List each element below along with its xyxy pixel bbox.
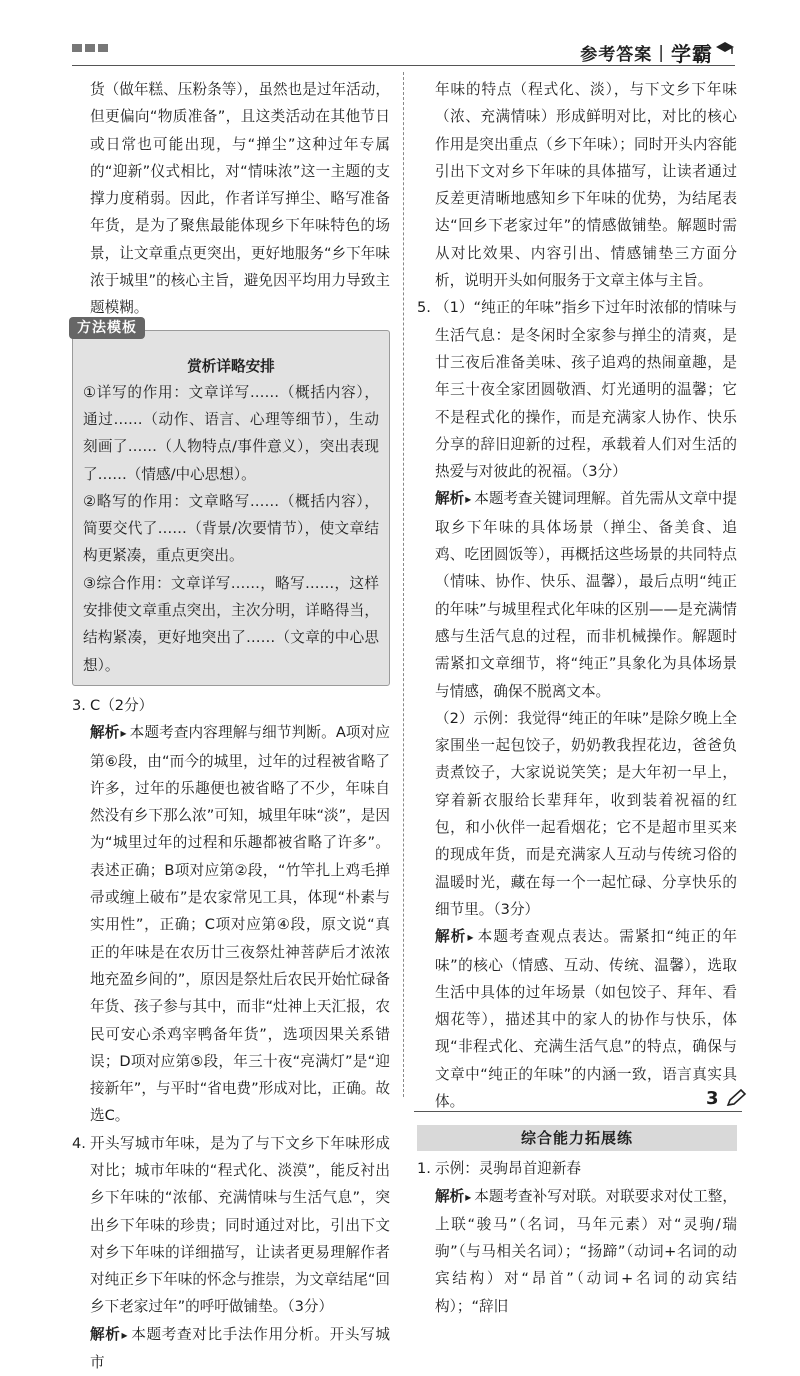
answer-part-2: （2）示例：我觉得“纯正的年味”是除夕晚上全家围坐一起包饺子，奶奶教我捏花边，爸爸负责煮饺子，大家说说笑笑；是大年初一早上，穿着新衣服给长辈拜年，收到装着祝福的红包，和小伙伴一起看烟花；它不是超市里买来的现成年货，而是充满家人互动与传统习俗的温暖时光，藏在每一个一起忙碌、分享快乐的细节里。（3分） [435,709,737,918]
question-number: 3. [72,696,86,714]
footer-rule [414,1111,742,1112]
analysis [90,1321,390,1376]
method-point-2: ②略写的作用：文章略写……（概括内容），简要交代了……（背景/次要情节），使文章结构更紧凑，重点更突出。 [83,492,379,565]
header-title [580,38,735,67]
analysis-label: 解析 ▸ [435,928,477,945]
method-title: 赏析详略安排 [187,357,275,375]
answer-5 [417,294,737,1115]
right-column [417,76,737,1320]
analysis-text: 本题考查关键词理解。首先需从文章中提取乡下年味的具体场景（掸尘、备美食、追鸡、吃团圆饭等），再概括这些场景的共同特点（情味、协作、快乐、温馨），最后点明“纯正的年味”与城里程式化年味的区别——是充满情感与生活气息的过程，而非机械操作。解题时需紧扣文章细节，将“纯正”具象化为具体场景与情感，确保不脱离文本。 [435,490,737,700]
analysis-1 [435,485,737,704]
method-point-1: ①详写的作用：文章详写……（概括内容），通过……（动作、语言、心理等细节），生动刻画了……（人物特点/事件意义），突出表现了……（情感/中心思想）。 [83,383,379,483]
analysis-label: 解析 ▸ [435,1188,474,1205]
page-number: 3 [706,1088,719,1109]
answer-text: 示例：灵驹昂首迎新春 [435,1160,581,1178]
pencil-icon [724,1088,748,1108]
method-tag: 方法模板 [69,317,145,339]
header-section: 参考答案 [580,45,653,65]
answer-4 [72,1130,390,1376]
analysis-label: 解析 ▸ [90,1326,131,1343]
left-column [72,76,390,1376]
extension-answer-1 [417,1155,737,1320]
answer-3 [72,692,390,1130]
analysis-text: 本题考查观点表达。需紧扣“纯正的年味”的核心（情感、互动、传统、温馨），选取生活中具体的过年场景（如包饺子、拜年、看烟花等），描述其中的家人的协作与快乐，体现“非程式化、充满生活气息”的特点，确保与文章中“纯正的年味”的内涵一致，语言真实具体。 [435,928,737,1110]
analysis-2 [435,923,737,1115]
header-squares [72,44,108,52]
analysis [90,719,390,1129]
answer-text: C（2分） [90,696,154,714]
header-rule [72,65,735,66]
header-separator: | [658,42,665,63]
paragraph-continued: 货（做年糕、压粉条等），虽然也是过年活动，但更偏向“物质准备”，且这类活动在其他节日或日常也可能出现，与“掸尘”这种过年专属的“迎新”仪式相比，对“情味浓”这一主题的支撑力度稍弱。因此，作者详写掸尘、略写准备年货，是为了聚焦最能体现乡下年味特色的场景，让文章重点更突出，更好地服务“乡下年味浓于城里”的核心主旨，避免因平均用力导致主题模糊。 [90,81,390,317]
question-number: 5. [417,299,431,317]
analysis-text: 本题考查内容理解与细节判断。A项对应第⑥段，由“而今的城里，过年的过程被省略了许多，过年的乐趣便也被省略了不少，年味自然没有乡下那么浓”可知，城里年味“淡”，是因为“城里过年的过程和乐趣都被省略了许多”。表述正确；B项对应第②段，“竹竿扎上鸡毛掸帚或缠上破布”是农家常见工具，体现“朴素与实用性”，正确；C项对应第④段，原文说“真正的年味是在农历廿三夜祭灶神菩萨后才浓浓地充盈乡间的”，原因是祭灶后农民开始忙碌备年货、孩子参与其中，而非“灶神上天汇报，农民可安心杀鸡宰鸭备年货”，选项因果关系错误；D项对应第⑤段，年三十夜“亮满灯”是“迎接新年”，与平时“省电费”形成对比，正确。故选C。 [90,724,390,1125]
page-header [0,0,800,72]
header-brand: 学霸 [671,42,713,66]
question-number: 1. [417,1160,431,1178]
paragraph-continued: 年味的特点（程式化、淡），与下文乡下年味（浓、充满情味）形成鲜明对比，对比的核心作用是突出重点（乡下年味）；同时开头内容能引出下文对乡下年味的具体描写，让读者通过反差更清晰地感知乡下年味的优势，为结尾表达“回乡下老家过年”的情感做铺垫。解题时需从对比效果、内容引出、情感铺垫三方面分析，说明开头如何服务于文章主体与主旨。 [435,81,737,290]
section-heading: 综合能力拓展练 [417,1125,737,1151]
analysis [435,1183,737,1320]
question-number: 4. [72,1134,86,1152]
method-template-box [72,319,390,686]
answer-text: 开头写城市年味，是为了与下文乡下年味形成对比；城市年味的“程式化、淡漠”，能反衬出乡下年味的“浓郁、充满情味与生活气息”，突出乡下年味的珍贵；同时通过对比，引出下文对乡下年味的详细描写，让读者更易理解作者对纯正乡下年味的怀念与推崇，为文章结尾“回乡下老家过年”的呼吁做铺垫。（3分） [90,1134,390,1316]
analysis-label: 解析 ▸ [435,490,474,507]
graduation-cap-icon [715,39,735,59]
method-point-3: ③综合作用：文章详写……，略写……，这样安排使文章重点突出，主次分明，详略得当，结构紧凑，更好地突出了……（文章的中心思想）。 [83,574,379,674]
analysis-text: 本题考查对比手法作用分析。开头写城市 [90,1325,390,1372]
analysis-label: 解析 ▸ [90,724,130,741]
column-divider [403,72,404,1097]
analysis-text: 本题考查补写对联。对联要求对仗工整，上联“骏马”（名词，马年元素）对“灵驹/瑞驹”（与马相关名词）；“扬蹄”（动词+名词的动宾结构）对“昂首”（动词+名词的动宾结构）；“辞旧 [435,1187,737,1315]
answer-part-1: （1）“纯正的年味”指乡下过年时浓郁的情味与生活气息：是冬闲时全家参与掸尘的清爽，是廿三夜后准备美味、孩子追鸡的热闹童趣，是年三十夜全家团圆敬酒、灯光通明的温馨；它不是程式化的操作，而是充满家人协作、快乐分享的辞旧迎新的过程，承载着人们对生活的热爱与对彼此的祝福。（3分） [435,299,737,481]
